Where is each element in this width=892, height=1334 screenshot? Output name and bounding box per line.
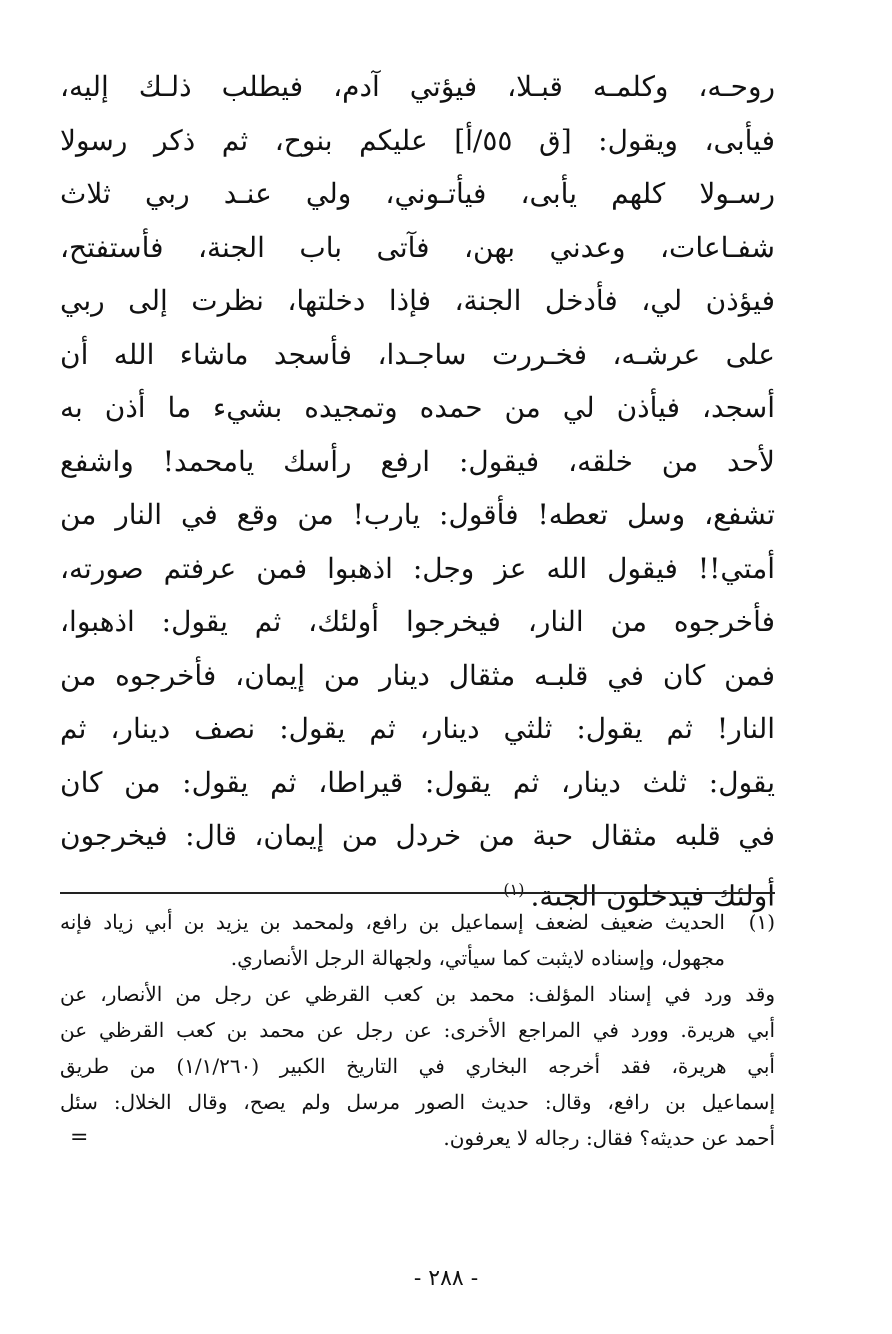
main-text-line: يقول: ثلث دينار، ثم يقول: قيراطا، ثم يقول: من كان bbox=[60, 765, 775, 799]
main-text-line: في قلبه مثقال حبة من خردل من إيمان، قال: فيخرجون bbox=[60, 819, 775, 852]
main-text-line: فيؤذن لي، فأدخل الجنة، فإذا دخلتها، نظرت إلى ربي bbox=[60, 284, 775, 317]
main-text-line: تشفع، وسل تعطه! فأقول: يارب! من وقع في النار من bbox=[60, 498, 775, 531]
main-text-line: فيأبى، ويقول: [ق ٥٥/أ] عليكم بنوح، ثم ذكر رسولا bbox=[60, 123, 775, 157]
main-text-line: النار! ثم يقول: ثلثي دينار، ثم يقول: نصف دينار، ثم bbox=[60, 712, 775, 745]
main-text-line: شفـاعات، وعدني بهن، فآتى باب الجنة، فأستفتح، bbox=[60, 230, 775, 264]
page-number: - ٢٨٨ - bbox=[413, 1266, 479, 1291]
main-text-line: أسجد، فيأذن لي من حمده وتمجيده بشيء ما أذن به bbox=[60, 391, 775, 424]
footnote-entry bbox=[60, 904, 775, 976]
main-text-line: أمتي!! فيقول الله عز وجل: اذهبوا فمن عرفتم صورته، bbox=[60, 551, 775, 585]
footnote-line: إسماعيل بن رافع، وقال: حديث الصور مرسل ولم يصح، وقال الخلال: سئل bbox=[60, 1090, 775, 1114]
footnote-last-line-row bbox=[60, 1120, 775, 1156]
footnote-second-paragraph bbox=[60, 976, 775, 1156]
footnote-line: أبي هريرة، فقد أخرجه البخاري في التاريخ الكبير (١/١/٢٦٠) من طريق bbox=[60, 1054, 775, 1078]
continued-mark: = bbox=[70, 1125, 89, 1150]
main-text-line: رسـولا كلهم يأبى، فيأتـوني، ولي عنـد ربي ثلاث bbox=[60, 177, 775, 210]
main-text-line: روحـه، وكلمـه قبـلا، فيؤتي آدم، فيطلب ذلـك إليه، bbox=[60, 70, 775, 103]
footnote-line: أحمد عن حديثه؟ فقال: رجاله لا يعرفون. bbox=[443, 1126, 775, 1150]
main-text-line: فمن كان في قلبـه مثقال دينار من إيمان، فأخرجوه من bbox=[60, 658, 775, 692]
footnote-reference-marker[interactable]: (١) bbox=[503, 879, 525, 899]
footnote-line: وقد ورد في إسناد المؤلف: محمد بن كعب القرظي عن رجل من الأنصار، عن bbox=[60, 982, 775, 1006]
footnote-separator-rule bbox=[60, 892, 775, 894]
main-text-line: فأخرجوه من النار، فيخرجوا أولئك، ثم يقول: اذهبوا، bbox=[60, 605, 775, 638]
footnote-line: مجهول، وإسناده لايثبت كما سيأتي، ولجهالة الرجل الأنصاري. bbox=[230, 946, 725, 970]
footnote-number: (١) bbox=[748, 910, 775, 934]
footnote-first-paragraph bbox=[60, 904, 725, 976]
main-text-line: على عرشـه، فخـررت ساجـدا، فأسجد ماشاء الله أن bbox=[60, 337, 775, 371]
main-text-line: لأحد من خلقه، فيقول: ارفع رأسك يامحمد! واشفع bbox=[60, 444, 775, 478]
footnote-line: أبي هريرة. وورد في المراجع الأخرى: عن رجل عن محمد بن كعب القرظي عن bbox=[60, 1018, 775, 1042]
footnotes-block bbox=[60, 904, 775, 1156]
main-text-block bbox=[60, 60, 775, 916]
footnote-line: الحديث ضعيف لضعف إسماعيل بن رافع، ولمحمد بن يزيد بن أبي زياد فإنه bbox=[60, 910, 725, 934]
main-text-line: أولئك فيدخلون الجنة. bbox=[530, 878, 775, 912]
